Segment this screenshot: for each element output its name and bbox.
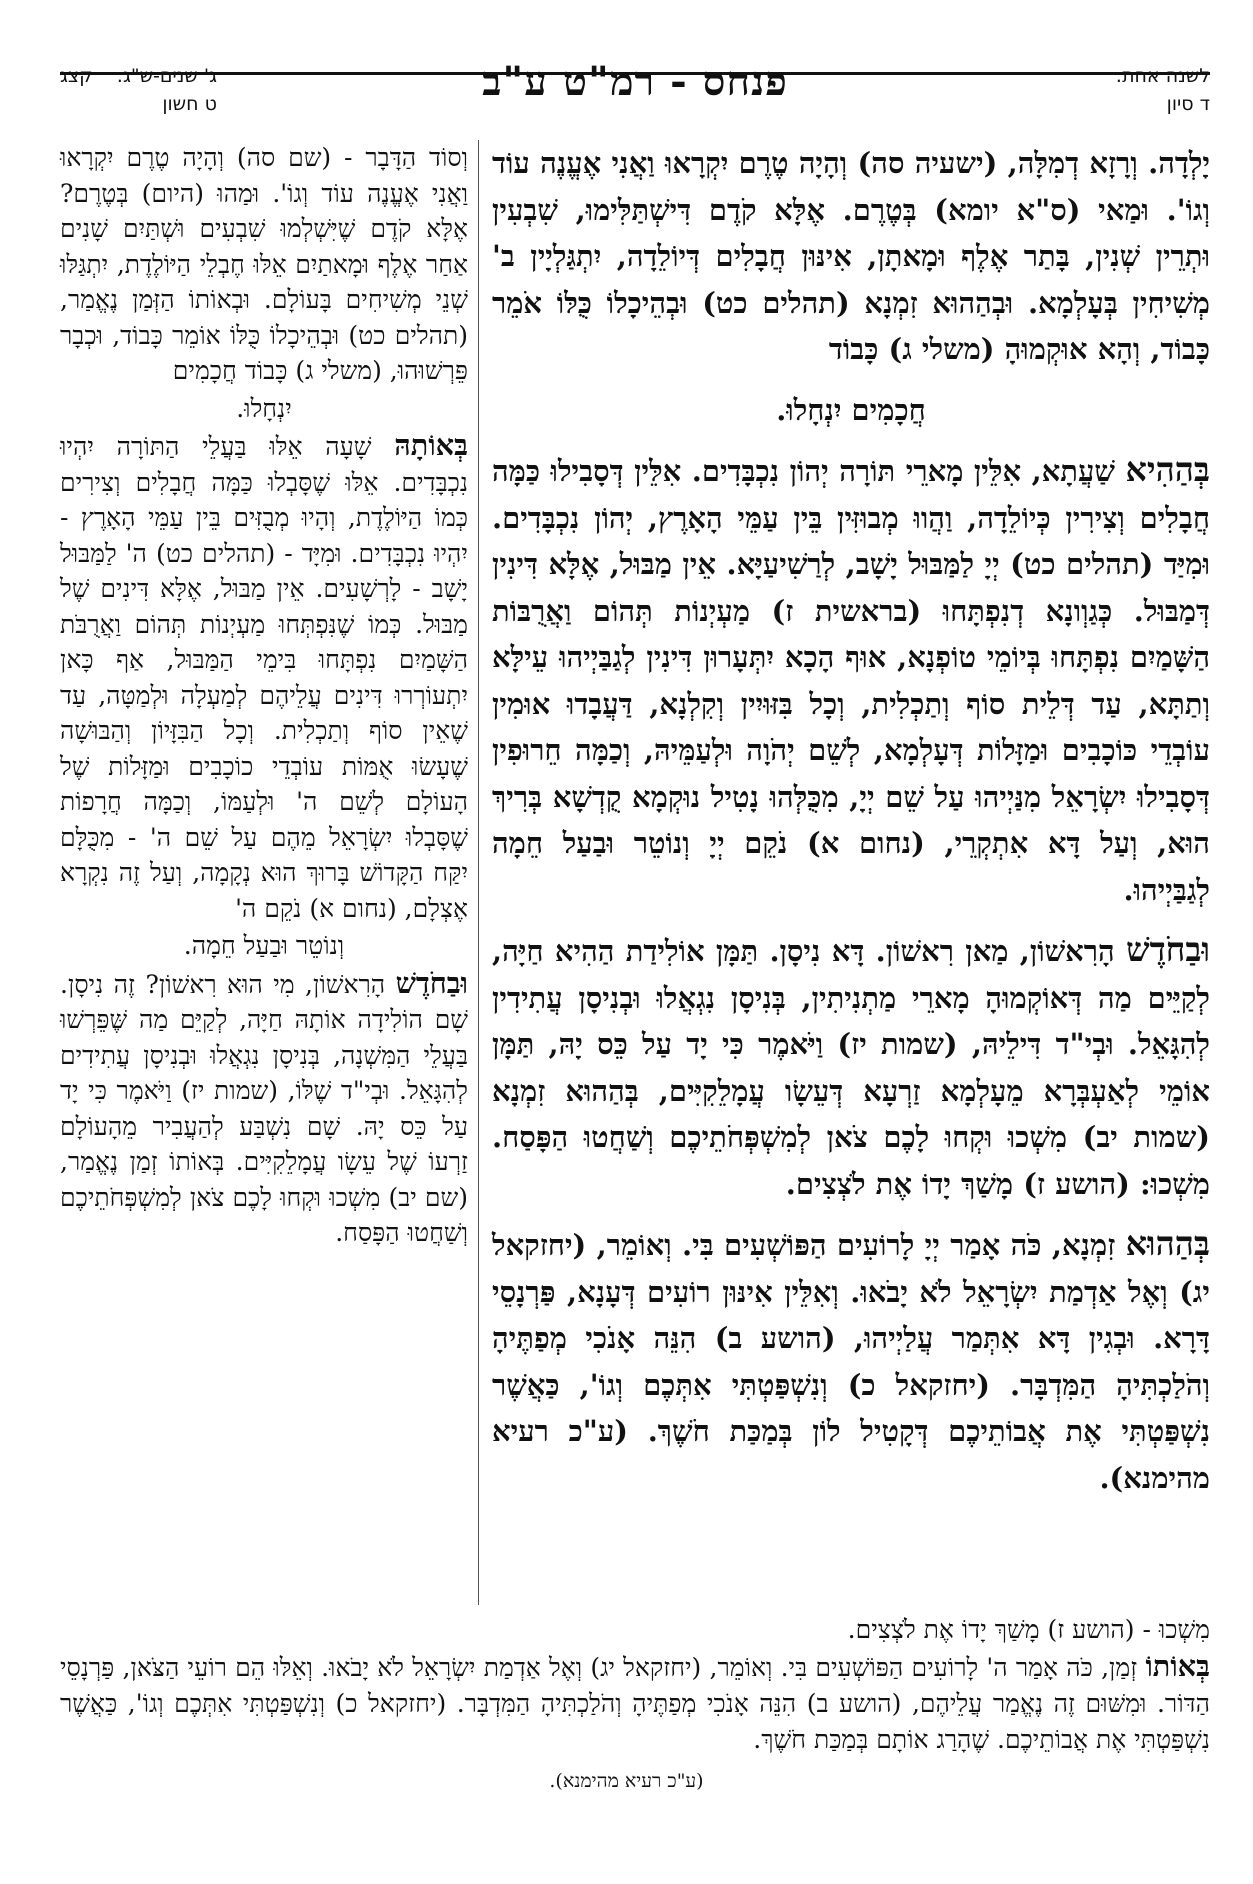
side-s2-lead-word: בְּאוֹתָהּ bbox=[394, 428, 468, 462]
side-paragraph-1 bbox=[60, 140, 468, 389]
bottom-translation bbox=[60, 1612, 1210, 1758]
main-p2-end: (נחום א) נֹקֵם יְיָ וְנוֹטֵר וּבַעַל חֵמָה לְגַבַּיְיהוּ. bbox=[492, 826, 1210, 907]
side-s1-text: וְסוֹד הַדָּבָר - (שם סה) וְהָיָה טֶרֶם יִקְרָאוּ וַאֲנִי אֶעֱנֶה עוֹד וְגוֹ'. וּמַהוּ (היום) בְּטֶרֶם? אֶלָּא קֹדֶם שֶׁיִּשְׁלְמוּ שִׁבְעִים וּשְׁתַּיִם שָׁנִים אַחַר אֶלֶף וּמָאתַיִם אֵלּוּ חֶבְלֵי הַיּוֹלֶדֶת, יִתְגַּלּוּ שְׁנֵי מְשִׁיחִים בָּעוֹלָם. וּבְאוֹתוֹ הַזְּמַן נֶאֱמַר, (תהלים כט) וּבְהֵיכָלוֹ כֻּלּוֹ אוֹמֵר כָּבוֹד, וּכְבָר פֵּרְשׁוּהוּ, (משלי ג) כָּבוֹד חֲכָמִים bbox=[60, 143, 468, 385]
bottom-text: זְמַן, כֹּה אָמַר ה' לָרוֹעִים הַפּוֹשְׁעִים בִּי. וְאוֹמֵר, (יחזקאל יג) וְאֶל אַדְמַת יִשְׂרָאֵל לֹא יָבֹאוּ. וְאֵלּוּ הֵם רוֹעֵי הַצֹּאן, פַּרְנָסֵי הַדּוֹר. וּמִשּׁוּם זֶה נֶאֱמַר עֲלֵיהֶם, (הושע ב) הִנֵּה אָנֹכִי מְפַתֶּיהָ וְהֹלַכְתִּיהָ הַמִּדְבָּר. (יחזקאל כ) וְנִשְׁפַּטְתִּי אִתְּכֶם וְגוֹ', כַּאֲשֶׁר נִשְׁפַּטְתִּי אֶת אֲבוֹתֵיכֶם. שֶׁהָרַג אוֹתָם בְּמַכַּת חֹשֶׁךְ. bbox=[60, 1653, 1210, 1754]
side-paragraph-1-end: יִנְחָלוּ. bbox=[236, 393, 292, 423]
main-column-zohar bbox=[492, 140, 1210, 1610]
side-column-translation bbox=[60, 140, 468, 1610]
header-left bbox=[60, 62, 217, 118]
main-p4-end: דְּקָטִיל לוֹן בְּמַכַּת חֹשֶׁךְ. (ע"כ רעיא מהימנא). bbox=[492, 1414, 1210, 1495]
main-p2-lead-word: בְּהַהִיא bbox=[1125, 450, 1210, 489]
main-p4-lead-word: בְּהַהוּא bbox=[1125, 1224, 1210, 1263]
side-paragraph-2-end: וְנוֹטֵר וּבַעַל חֵמָה. bbox=[183, 931, 345, 960]
header-three-years-date: ט חשון bbox=[162, 93, 217, 115]
footer-note: (ע"כ רעיא מהימנא). bbox=[549, 1770, 704, 1792]
main-p2-text: שַׁעֲתָא, אִלֵּין מָארֵי תּוֹרָה יְהוֹן נִכְבָּדִים. אִלֵּין דְּסָבִילוּ כַּמָּה חֲבָלִים וְצִירִין כְּיוֹלֵדָה, וַהֲווּ מְבוּזִּין בֵּין עַמֵּי הָאָרֶץ, יְהוֹן נִכְבָּדִים. וּמִיַּד (תהלים כט) יְיָ לַמַּבּוּל יָשָׁב, לְרַשִׁיעַיָּא. אֵין מַבּוּל, אֶלָּא דִּינִין דְּמַבּוּל. כְּגַוְונָא דְנִפְתָּחוּ (בראשית ז) מַעְיְנוֹת תְּהוֹם וַאֲרֻבּוֹת הַשָּׁמַיִם נִפְתָּחוּ בְּיוֹמֵי טוֹפְנָא, אוּף הָכָא יִתְּעָרוּן דִּינִין לְגַבַּיְיהוּ עֵילָּא וְתַתָּא, עַד דְּלֵית סוֹף וְתַכְלִית, וְכָל בִּזּוּיִין וְקִלְנָא, דַּעֲבָדוּ אוּמִין עוֹבְדֵי כּוֹכָבִים וּמַזָּלוֹת דְּעָלְמָא, לְשֵׁם יְהֹוָה וּלְעַמֵּיהּ, וְכַמָּה חֵרוּפִין דְּסָבִילוּ יִשְׂרָאֵל מִנַּיְיהוּ עַל שֵׁם יְיָ, מִכֻּלְּהוּ נָטִיל נוּקְמָא קֻדְשָׁא בְּרִיךְ הוּא, וְעַל דָּא אִתְקְרֵי, bbox=[492, 454, 1210, 860]
main-p3-text: הָרִאשׁוֹן, מַאן רִאשׁוֹן. דָּא נִיסָן. תַּמָּן אוֹלִידַת הַהִיא חַיָּה, לְקַיֵּים מַה דְּאוֹקְמוּהָ מָארֵי מַתְנִיתִין, בְּנִיסָן נִגְאֲלוּ וּבְנִיסָן עֲתִידִין לְהִגָּאֵל. וּבְי"ד דִּילֵיהּ, (שמות יז) וַיֹּאמֶר כִּי יָד עַל כֵּס יָהּ, תַּמָּן אוֹמֵי לְאַעְבְּרָא מֵעָלְמָא זַרְעָא דְּעֵשָׂו עֲמָלֵקִיִּים, בְּהַהוּא זִמְנָא (שמות יב) מִשְׁכוּ וּקְחוּ לָכֶם צֹאן לְמִשְׁפְּחֹתֵיכֶם וְשַׁחֲטוּ הַפָּסַח. מִשְׁכוּ: (הושע ז) bbox=[492, 934, 1210, 1201]
side-paragraph-2 bbox=[60, 428, 468, 926]
side-s2-text: שָׁעָה אֵלּוּ בַּעֲלֵי הַתּוֹרָה יִהְיוּ נִכְבָּדִים. אֵלּוּ שֶׁסָּבְלוּ כַּמָּה חֲבָלִים וְצִירִים כְּמוֹ הַיּוֹלֶדֶת, וְהָיוּ מְבֻזִּים בֵּין עַמֵּי הָאָרֶץ - יִהְיוּ נִכְבָּדִים. וּמִיָּד - (תהלים כט) ה' לַמַּבּוּל יָשָׁב - לָרְשָׁעִים. אֵין מַבּוּל, אֶלָּא דִּינִים שֶׁל מַבּוּל. כְּמוֹ שֶׁנִּפְתְּחוּ מַעְיְנוֹת תְּהוֹם וַאֲרֻבֹּת הַשָּׁמַיִם נִפְתָּחוּ בִּימֵי הַמַּבּוּל, אַף כָּאן יִתְעוֹרְרוּ דִּינִים עֲלֵיהֶם לְמַעְלָה וּלְמַטָּה, עַד שֶׁאֵין סוֹף וְתַכְלִית. וְכָל הַבִּזָּיוֹן וְהַבּוּשָׁה שֶׁעָשׂוּ אֻמּוֹת עוֹבְדֵי כוֹכָבִים וּמַזָּלוֹת שֶׁל הָעוֹלָם לְשֵׁם ה' וּלְעַמּוֹ, וְכַמָּה חֲרָפוֹת שֶׁסָּבְלוּ יִשְׂרָאֵל מֵהֶם עַל שֵׁם ה' - מִכֻּלָּם יִקַּח הַקָּדוֹשׁ בָּרוּךְ הוּא נְקָמָה, וְעַל זֶה נִקְרָא אֶצְלָם, (נחום א) נֹקֵם ה' bbox=[60, 432, 468, 923]
header-three-years-label: ג' שנים-ש"ג: bbox=[116, 65, 217, 87]
main-p3-end: מָשַׁךְ יָדוֹ אֶת לֹצְצִים. bbox=[785, 1166, 1014, 1201]
header-one-year-date: ד סיון bbox=[1166, 93, 1210, 115]
main-paragraph-1 bbox=[492, 140, 1210, 373]
main-p4-text: זִמְנָא, כֹּה אָמַר יְיָ לָרוֹעִים הַפּוֹשְׁעִים בִּי. וְאוֹמֵר, (יחזקאל יג) וְאֶל אַדְמַת יִשְׂרָאֵל לֹא יָבֹאוּ. וְאִלֵּין אִינּוּן רוֹעִים דְּעָנָא, פַּרְנָסֵי דָּרָא. וּבְגִין דָּא אִתְּמַר עֲלַיְיהוּ, (הושע ב) הִנֵּה אָנֹכִי מְפַתֶּיהָ וְהֹלַכְתִּיהָ הַמִּדְבָּר. (יחזקאל כ) וְנִשְׁפַּטְתִּי אִתְּכֶם וְגוֹ', כַּאֲשֶׁר נִשְׁפַּטְתִּי אֶת אֲבוֹתֵיכֶם bbox=[492, 1228, 1210, 1448]
page-title: פנחס - רמ"ט ע"ב bbox=[482, 58, 788, 105]
side-s3-lead-word: וּבַחֹדֶשׁ bbox=[395, 965, 468, 1000]
bottom-lead-word: בְּאוֹתוֹ bbox=[1145, 1649, 1210, 1683]
side-s3-text: הָרִאשׁוֹן, מִי הוּא רִאשׁוֹן? זֶה נִיסָן. שָׁם הוֹלִידָה אוֹתָהּ חַיָּה, לְקַיֵּם מַה שֶּׁפֵּרְשׁוּ בַּעֲלֵי הַמִּשְׁנָה, בְּנִיסָן נִגְאֲלוּ וּבְנִיסָן עֲתִידִים לְהִגָּאֵל. וּבְי"ד שֶׁלּוֹ, (שמות יז) וַיֹּאמֶר כִּי יָד עַל כֵּס יָהּ. שָׁם נִשְׁבַּע לְהַעֲבִיר מֵהָעוֹלָם זַרְעוֹ שֶׁל עֵשָׂו עֲמָלֵקִיִּים. בְּאוֹתוֹ זְמַן נֶאֱמַר, (שם יב) מִשְׁכוּ וּקְחוּ לָכֶם צֹאן לְמִשְׁפְּחֹתֵיכֶם וְשַׁחֲטוּ הַפָּסַח. bbox=[60, 969, 468, 1247]
main-p3-lead-word: וּבַחֹדֶשׁ bbox=[1126, 930, 1210, 969]
column-divider bbox=[478, 140, 479, 1605]
header-page-number: קצג bbox=[60, 65, 93, 87]
side-paragraph-3 bbox=[60, 966, 468, 1251]
bottom-line-1: מִשְׁכוּ - (הושע ז) מָשַׁךְ יָדוֹ אֶת לֹצְצִים. bbox=[847, 1615, 1210, 1644]
main-paragraph-2 bbox=[492, 447, 1210, 913]
main-paragraph-4 bbox=[492, 1221, 1210, 1501]
header-one-year-label: לשנה אחת: bbox=[1115, 65, 1210, 87]
header-rule bbox=[60, 72, 1210, 75]
bottom-paragraph bbox=[60, 1648, 1210, 1758]
main-paragraph-1-end: חֲכָמִים יִנְחָלוּ. bbox=[776, 392, 926, 427]
main-p1-text: יָלְדָה. וְרָזָא דְמִלָּה, (ישעיה סה) וְהָיָה טֶרֶם יִקְרָאוּ וַאֲנִי אֶעֱנֶה עוֹד וְגוֹ'. וּמַאי (ס"א יומא) בְּטֶרֶם. אֶלָּא קֹדֶם דִּישְׁתַּלִּימוּ, שִׁבְעִין וּתְרֵין שְׁנִין, בָּתַר אֶלֶף וּמָאתָן, אִינּוּן חֲבָלִים דְּיוֹלֵדָה, יִתְגַּלְיָין ב' מְשִׁיחִין בְּעָלְמָא. וּבְהַהוּא זִמְנָא (תהלים כט) וּבְהֵיכָלוֹ כֻּלּוֹ אֹמֵר כָּבוֹד, וְהָא אוּקְמוּהָ (משלי ג) כָּבוֹד bbox=[492, 146, 1210, 366]
main-paragraph-3 bbox=[492, 927, 1210, 1207]
